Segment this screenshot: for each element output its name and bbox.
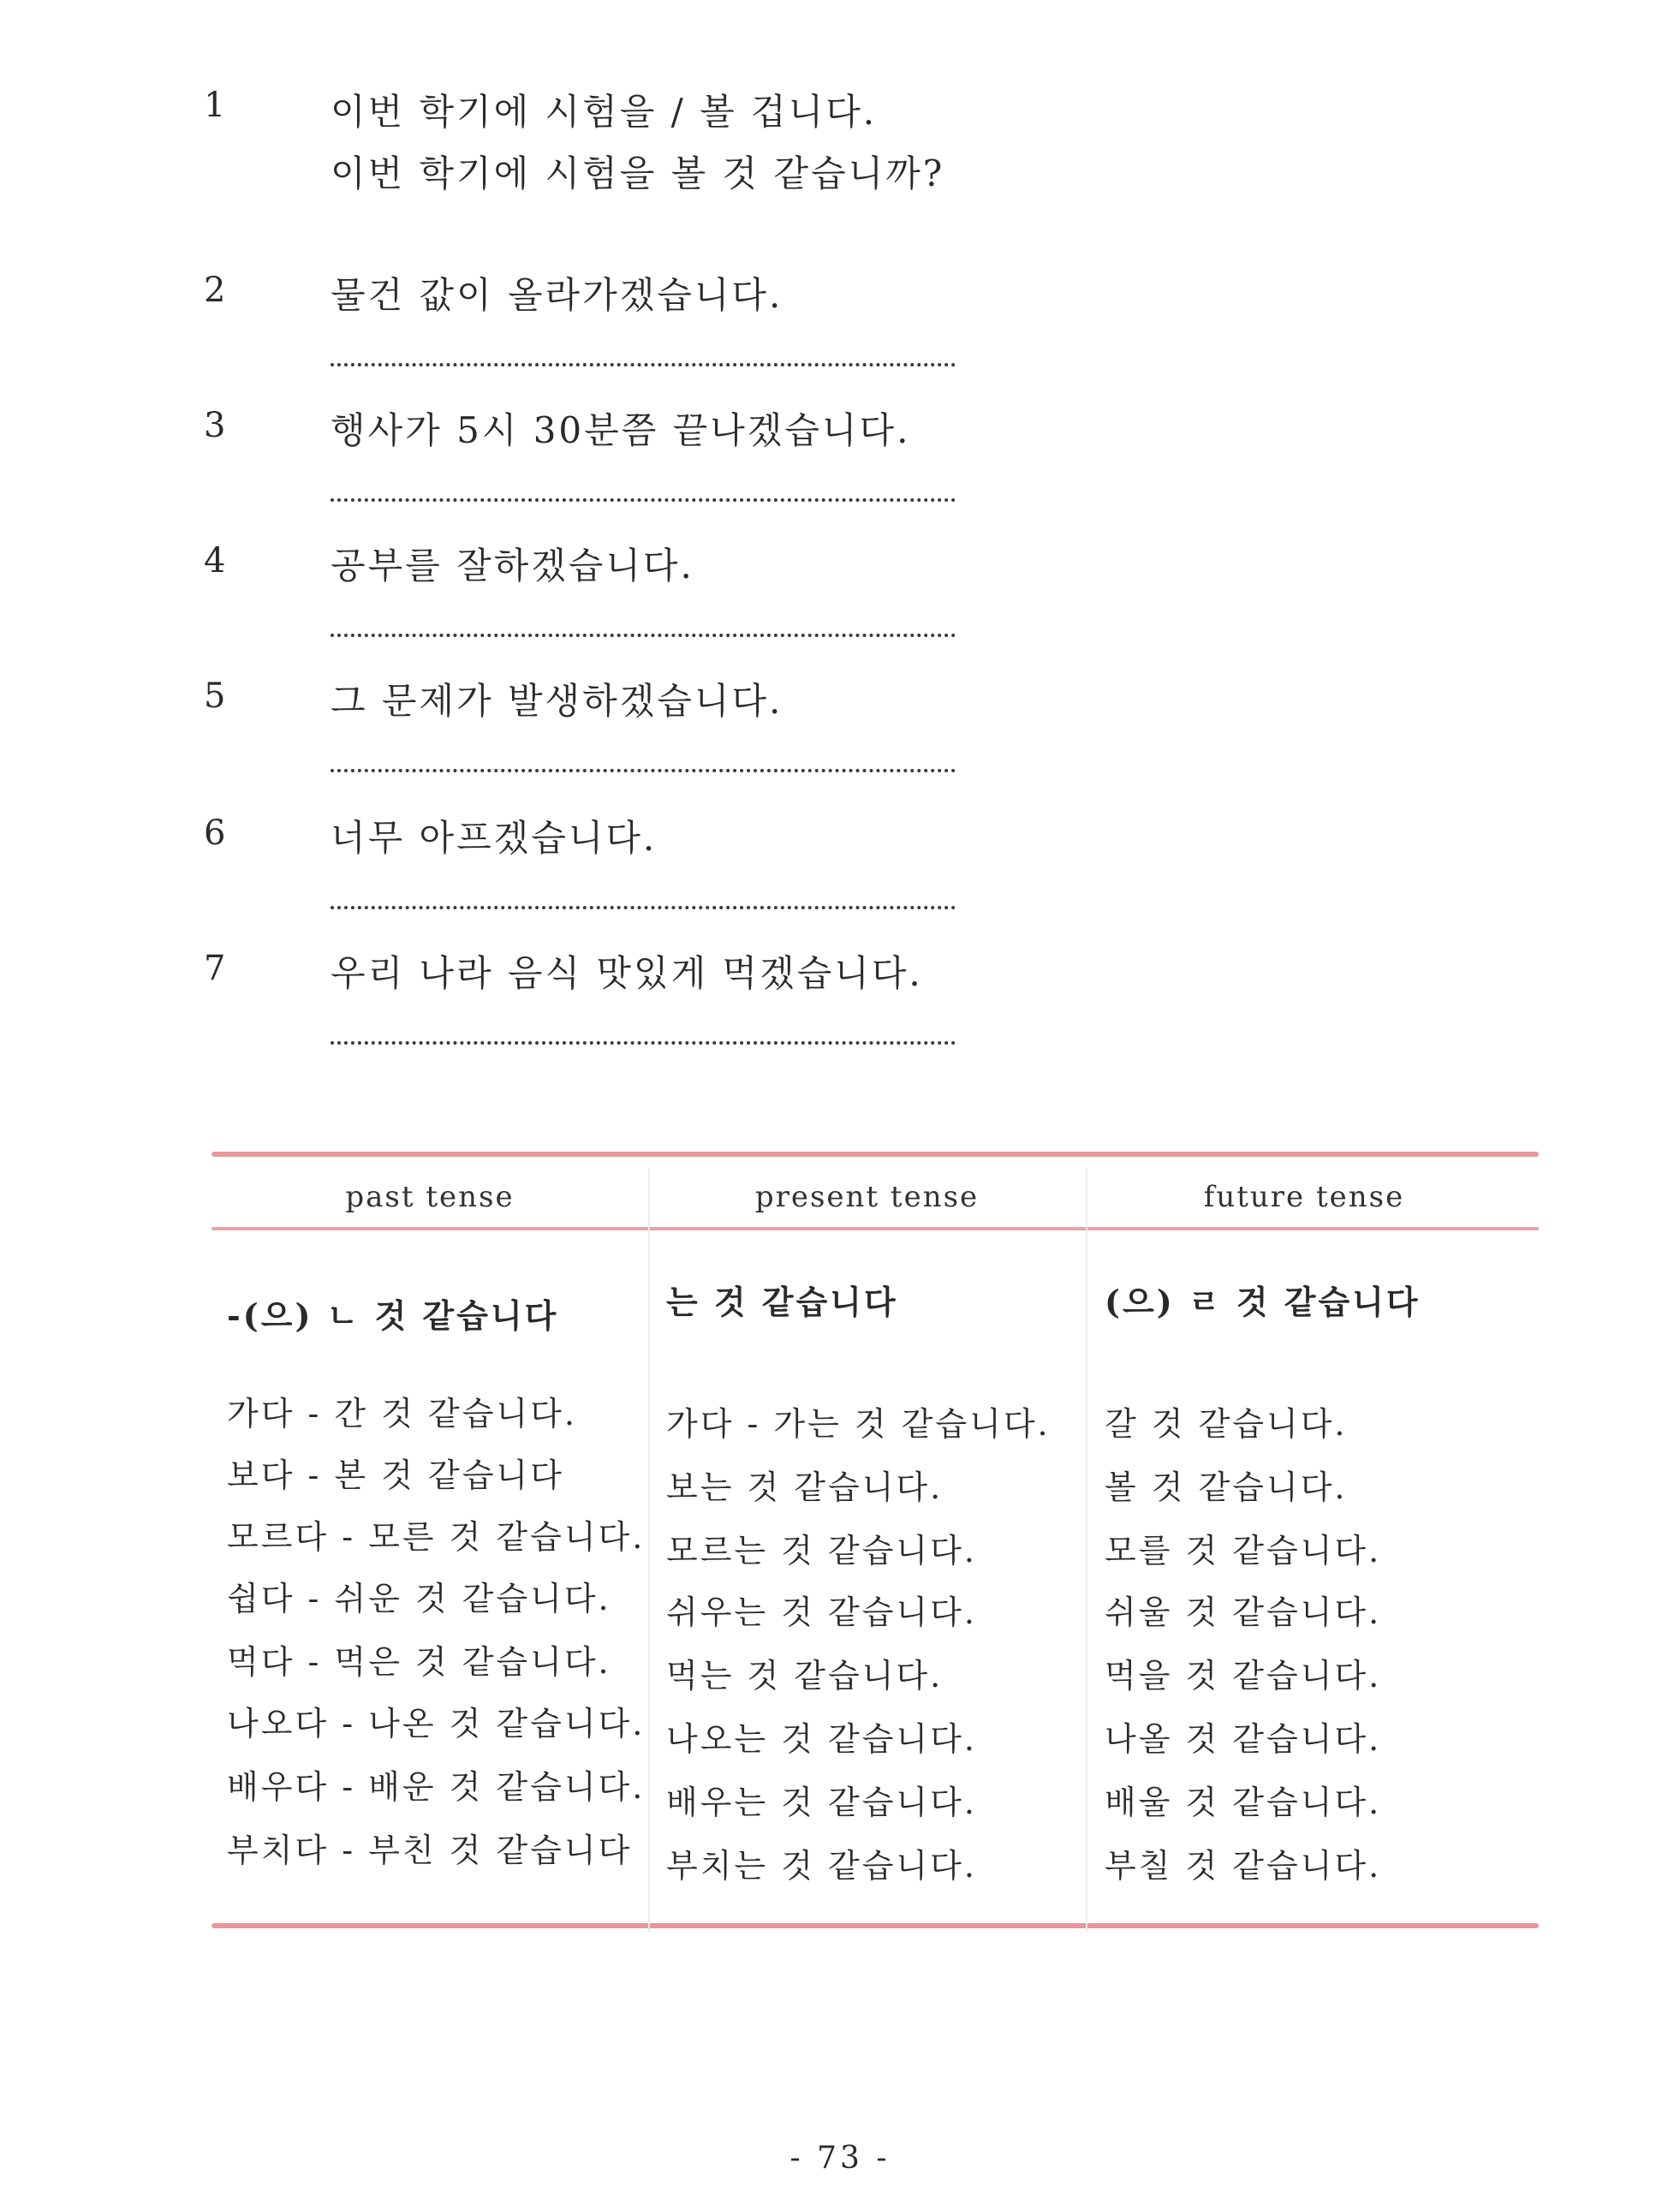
present-example: 배우는 것 같습니다. xyxy=(666,1784,977,1821)
header-future-tense: future tense xyxy=(1203,1180,1405,1214)
answer-blank[interactable] xyxy=(331,634,956,637)
past-example: 쉽다 - 쉬운 것 같습니다. xyxy=(227,1580,611,1617)
future-tense-pattern: (으) ㄹ 것 같습니다 xyxy=(1105,1283,1421,1321)
past-example: 나오다 - 나온 것 같습니다. xyxy=(227,1705,646,1742)
future-example: 볼 것 같습니다. xyxy=(1105,1468,1348,1506)
exercise-sentence: 너무 아프겠습니다. xyxy=(331,817,658,859)
future-example: 배울 것 같습니다. xyxy=(1105,1784,1382,1821)
exercise-sentence: 행사가 5시 30분쯤 끝나겠습니다. xyxy=(331,409,911,451)
page-number: - 73 - xyxy=(789,2141,891,2176)
table-bottom-rule xyxy=(211,1923,1539,1928)
future-example: 먹을 것 같습니다. xyxy=(1105,1657,1382,1695)
exercise-number: 4 xyxy=(204,541,226,581)
present-example: 쉬우는 것 같습니다. xyxy=(666,1593,977,1631)
exercise-number: 7 xyxy=(204,949,226,988)
future-example: 모를 것 같습니다. xyxy=(1105,1532,1382,1570)
past-example: 가다 - 간 것 같습니다. xyxy=(227,1395,577,1433)
past-tense-pattern: -(으) ㄴ 것 같습니다 xyxy=(227,1296,559,1335)
exercise-sentence: 공부를 잘하겠습니다. xyxy=(331,545,694,587)
header-past-tense: past tense xyxy=(345,1180,515,1214)
present-tense-pattern: 는 것 같습니다 xyxy=(666,1283,898,1321)
answer-blank[interactable] xyxy=(331,498,956,502)
past-example: 부치다 - 부친 것 같습니다 xyxy=(227,1832,633,1869)
past-example: 보다 - 본 것 같습니다 xyxy=(227,1456,564,1494)
present-example: 보는 것 같습니다. xyxy=(666,1468,944,1506)
exercise-sentence: 그 문제가 발생하겠습니다. xyxy=(331,680,783,722)
past-example: 배우다 - 배운 것 같습니다. xyxy=(227,1768,646,1806)
exercise-sentence: 이번 학기에 시험을 / 볼 겁니다. xyxy=(331,91,878,133)
answer-blank[interactable] xyxy=(331,1041,956,1045)
present-example: 모르는 것 같습니다. xyxy=(666,1532,977,1570)
present-example: 먹는 것 같습니다. xyxy=(666,1657,944,1695)
header-present-tense: present tense xyxy=(754,1180,980,1214)
exercise-number: 5 xyxy=(204,676,226,716)
past-example: 먹다 - 먹은 것 같습니다. xyxy=(227,1643,611,1681)
future-example: 부칠 것 같습니다. xyxy=(1105,1847,1382,1885)
present-example: 가다 - 가는 것 같습니다. xyxy=(666,1405,1051,1443)
past-example: 모르다 - 모른 것 같습니다. xyxy=(227,1518,646,1556)
future-example: 나올 것 같습니다. xyxy=(1105,1720,1382,1758)
answer-blank[interactable] xyxy=(331,363,956,366)
answer-blank[interactable] xyxy=(331,906,956,909)
exercise-number: 3 xyxy=(204,406,226,445)
exercise-number: 2 xyxy=(204,271,226,310)
present-example: 나오는 것 같습니다. xyxy=(666,1720,977,1758)
exercise-sentence-example-answer: 이번 학기에 시험을 볼 것 같습니까? xyxy=(331,152,945,194)
future-example: 쉬울 것 같습니다. xyxy=(1105,1593,1382,1631)
table-header-rule xyxy=(211,1227,1539,1230)
exercise-sentence: 물건 값이 올라가겠습니다. xyxy=(331,274,783,316)
exercise-number: 1 xyxy=(204,86,226,125)
exercise-number: 6 xyxy=(204,813,226,853)
column-divider xyxy=(1086,1168,1087,1932)
present-example: 부치는 것 같습니다. xyxy=(666,1847,977,1885)
table-top-rule xyxy=(211,1152,1539,1157)
column-divider xyxy=(648,1168,650,1932)
future-example: 갈 것 같습니다. xyxy=(1105,1405,1348,1443)
answer-blank[interactable] xyxy=(331,769,956,772)
exercise-sentence: 우리 나라 음식 맛있게 먹겠습니다. xyxy=(331,952,923,994)
